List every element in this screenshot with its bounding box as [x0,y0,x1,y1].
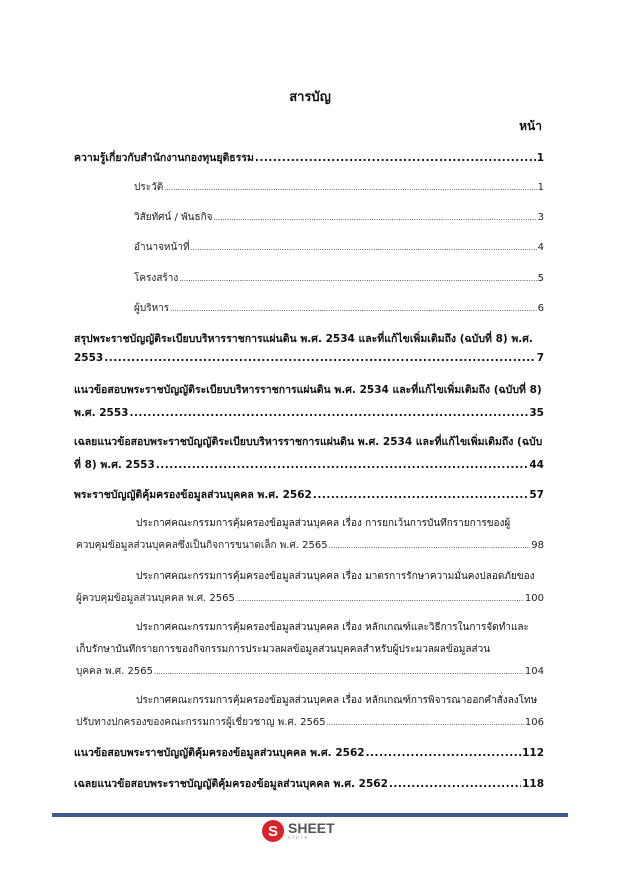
toc-page-number: 1 [537,182,544,193]
dot-leader [329,540,531,551]
toc-entry-text: อำนาจหน้าที่ [134,242,190,253]
toc-announcement-2[interactable] [76,591,544,606]
toc-entry-budget-summary-line1[interactable]: สรุปพระราชบัญญัติระเบียบบริหารราชการแผ่นดิน พ.ศ. 2534 และที่แก้ไขเพิ่มเติมถึง (ฉบับที่ 8) พ.ศ. [74,333,533,345]
dot-leader [170,303,536,314]
toc-announcement-2-line1[interactable]: ประกาศคณะกรรมการคุ้มครองข้อมูลส่วนบุคคล เรื่อง มาตรการรักษาความมั่นคงปลอดภัยของ [136,571,535,582]
toc-entry-text: ความรู้เกี่ยวกับสำนักงานกองทุนยุติธรรม [74,152,254,164]
dot-leader [313,489,529,501]
dot-leader [179,273,536,284]
toc-entry-text: แนวข้อสอบพระราชบัญญัติคุ้มครองข้อมูลส่วนบุคคล พ.ศ. 2562 [74,747,365,759]
toc-page-number: 106 [524,717,544,728]
toc-subentry-history[interactable] [134,180,544,195]
logo-s-icon: S [262,820,284,842]
toc-page-number: 35 [529,407,544,419]
toc-entry-pdpa-exam[interactable] [74,744,544,761]
toc-announcement-4-line1[interactable]: ประกาศคณะกรรมการคุ้มครองข้อมูลส่วนบุคคล เรื่อง หลักเกณฑ์การพิจารณาออกคำสั่งลงโทษ [136,695,538,706]
dot-leader [156,459,529,471]
toc-subentry-vision[interactable] [134,210,544,225]
dot-leader [255,152,536,164]
toc-entry-text: 2553 [74,352,104,364]
toc-entry-pdpa-answers[interactable] [74,775,544,792]
toc-subentry-structure[interactable] [134,271,544,286]
toc-entry-text: ควบคุมข้อมูลส่วนบุคคลซึ่งเป็นกิจการขนาดเล็ก พ.ศ. 2565 [76,540,328,551]
dot-leader [191,242,537,253]
toc-page-number: 4 [537,242,544,253]
toc-entry-text: บุคคล พ.ศ. 2565 [76,666,153,677]
toc-subentry-authority[interactable] [134,240,544,255]
logo-text [288,821,335,841]
toc-page-number: 6 [537,303,544,314]
dot-leader [104,352,535,364]
toc-entry-budget-summary[interactable] [74,352,544,364]
toc-page-number: 104 [524,666,544,677]
toc-page-number: 44 [529,459,544,471]
dot-leader [327,717,524,728]
toc-page-number: 98 [531,540,544,551]
toc-entry-text: เฉลยแนวข้อสอบพระราชบัญญัติคุ้มครองข้อมูลส่วนบุคคล พ.ศ. 2562 [74,778,388,790]
toc-page-number: 112 [522,747,544,759]
page-column-header: หน้า [519,119,542,133]
toc-page-number: 7 [536,352,544,364]
toc-entry-budget-exam[interactable] [74,404,544,421]
toc-entry-pdpa-act[interactable] [74,486,544,503]
dot-leader [154,666,524,677]
toc-entry-text: พระราชบัญญัติคุ้มครองข้อมูลส่วนบุคคล พ.ศ. 2562 [74,489,312,501]
toc-announcement-1[interactable] [76,538,544,553]
toc-entry-budget-answers[interactable] [74,456,544,473]
toc-subentry-executives[interactable] [134,301,544,316]
toc-announcement-4[interactable] [76,715,544,730]
toc-title: สารบัญ [289,90,331,105]
footer-rule [52,813,568,817]
toc-announcement-3-line2[interactable]: เก็บรักษาบันทึกรายการของกิจกรรมการประมวลผลข้อมูลส่วนบุคคลสำหรับผู้ประมวลผลข้อมูลส่วน [76,644,491,655]
toc-entry-text: ประวัติ [134,182,164,193]
toc-page-number: 118 [522,778,544,790]
dot-leader [236,593,524,604]
toc-entry-text: วิสัยทัศน์ / พันธกิจ [134,212,213,223]
dot-leader [366,747,522,759]
toc-page-number: 57 [529,489,544,501]
toc-entry-text: ที่ 8) พ.ศ. 2553 [74,459,155,471]
toc-page-number: 1 [536,152,544,164]
toc-entry-budget-exam-line1[interactable]: แนวข้อสอบพระราชบัญญัติระเบียบบริหารราชการแผ่นดิน พ.ศ. 2534 และที่แก้ไขเพิ่มเติมถึง (ฉบับที่ 8) [74,384,542,396]
dot-leader [129,407,528,419]
logo-subtext: store [288,835,310,841]
toc-page-number: 5 [537,273,544,284]
logo-word: SHEET [288,820,335,836]
toc-entry-text: โครงสร้าง [134,273,179,284]
toc-page-number: 3 [537,212,544,223]
dot-leader [214,212,537,223]
sheet-store-logo [262,820,335,842]
dot-leader [164,182,536,193]
toc-announcement-3-line1[interactable]: ประกาศคณะกรรมการคุ้มครองข้อมูลส่วนบุคคล เรื่อง หลักเกณฑ์และวิธีการในการจัดทำและ [136,622,529,633]
toc-entry-text: ผู้บริหาร [134,303,170,314]
toc-announcement-3[interactable] [76,664,544,679]
toc-entry-budget-answers-line1[interactable]: เฉลยแนวข้อสอบพระราชบัญญัติระเบียบบริหารราชการแผ่นดิน พ.ศ. 2534 และที่แก้ไขเพิ่มเติมถึง (ฉบับ [74,436,543,448]
toc-entry-text: ผู้ควบคุมข้อมูลส่วนบุคคล พ.ศ. 2565 [76,593,235,604]
toc-entry-text: พ.ศ. 2553 [74,407,129,419]
dot-leader [389,778,521,790]
toc-page-number: 100 [524,593,544,604]
toc-announcement-1-line1[interactable]: ประกาศคณะกรรมการคุ้มครองข้อมูลส่วนบุคคล เรื่อง การยกเว้นการบันทึกรายการของผู้ [136,518,511,529]
toc-entry-text: ปรับทางปกครองของคณะกรรมการผู้เชี่ยวชาญ พ.ศ. 2565 [76,717,326,728]
toc-entry-office-knowledge[interactable] [74,149,544,166]
